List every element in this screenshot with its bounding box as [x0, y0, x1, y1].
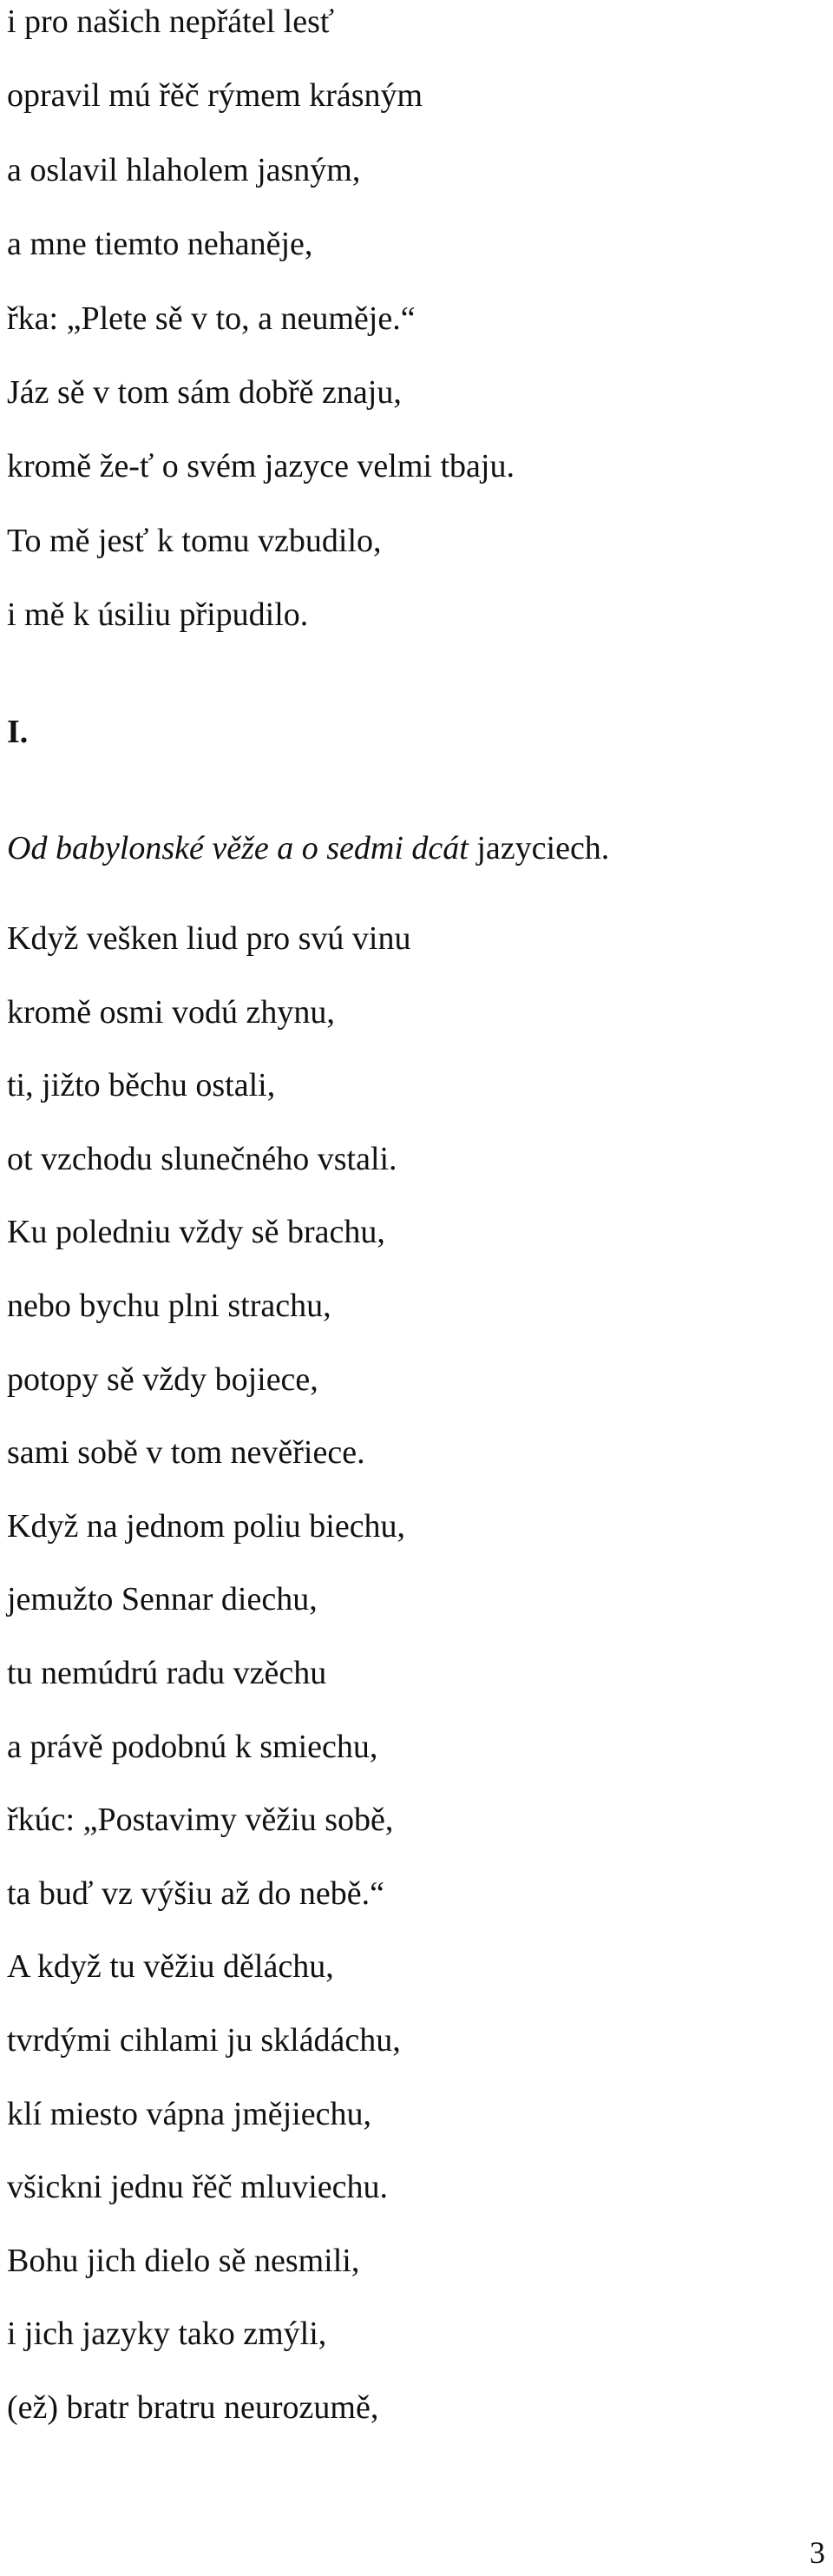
verse-line: nebo bychu plni strachu, — [7, 1287, 331, 1324]
verse-line: opravil mú řěč rýmem krásným — [7, 77, 423, 115]
verse-line: řka: „Plete sě v to, a neuměje.“ — [7, 300, 416, 337]
verse-line: A když tu věžiu děláchu, — [7, 1948, 334, 1986]
subtitle-italic: Od babylonské věže a o sedmi dcát — [7, 830, 469, 866]
verse-line: ot vzchodu slunečného vstali. — [7, 1140, 397, 1177]
verse-line: To mě jesť k tomu vzbudilo, — [7, 522, 382, 559]
section-subtitle — [7, 832, 609, 865]
verse-line: sami sobě v tom nevěřiece. — [7, 1434, 365, 1472]
verse-line: i mě k úsiliu připudilo. — [7, 596, 309, 634]
verse-line: kromě že-ť o svém jazyce velmi tbaju. — [7, 448, 515, 485]
verse-line: Když na jednom poliu biechu, — [7, 1507, 406, 1545]
verse-line: a mne tiemto nehaněje, — [7, 226, 313, 263]
intro-stanza — [7, 5, 515, 673]
verse-line: i jich jazyky tako zmýli, — [7, 2316, 327, 2353]
verse-line: a oslavil hlaholem jasným, — [7, 151, 361, 188]
verse-line: ta buď vz výšiu až do nebě.“ — [7, 1874, 385, 1912]
verse-line: řkúc: „Postavimy věžiu sobě, — [7, 1802, 394, 1839]
verse-line: klí miesto vápna jmějiechu, — [7, 2095, 372, 2132]
verse-line: jemužto Sennar diechu, — [7, 1581, 318, 1618]
main-stanza — [7, 922, 410, 2464]
verse-line: (ež) bratr bratru neurozumě, — [7, 2388, 379, 2426]
verse-line: Ku poledniu vždy sě brachu, — [7, 1214, 385, 1251]
verse-line: ti, jižto běchu ostali, — [7, 1067, 276, 1104]
verse-line: kromě osmi vodú zhynu, — [7, 993, 335, 1031]
verse-line: všickni jednu řěč mluviechu. — [7, 2169, 388, 2206]
verse-line: a právě podobnú k smiechu, — [7, 1728, 378, 1765]
verse-line: Když vešken liud pro svú vinu — [7, 920, 411, 957]
section-heading: I. — [7, 714, 29, 750]
page-number: 3 — [810, 2535, 825, 2570]
verse-line: potopy sě vždy bojiece, — [7, 1360, 318, 1398]
verse-line: tvrdými cihlami ju skládáchu, — [7, 2021, 401, 2059]
verse-line: Bohu jich dielo sě nesmili, — [7, 2242, 360, 2279]
verse-line: tu nemúdrú radu vzěchu — [7, 1654, 327, 1691]
subtitle-plain: jazyciech. — [468, 830, 610, 866]
verse-line: i pro našich nepřátel lesť — [7, 3, 335, 40]
verse-line: Jáz sě v tom sám dobřě znaju, — [7, 373, 402, 411]
